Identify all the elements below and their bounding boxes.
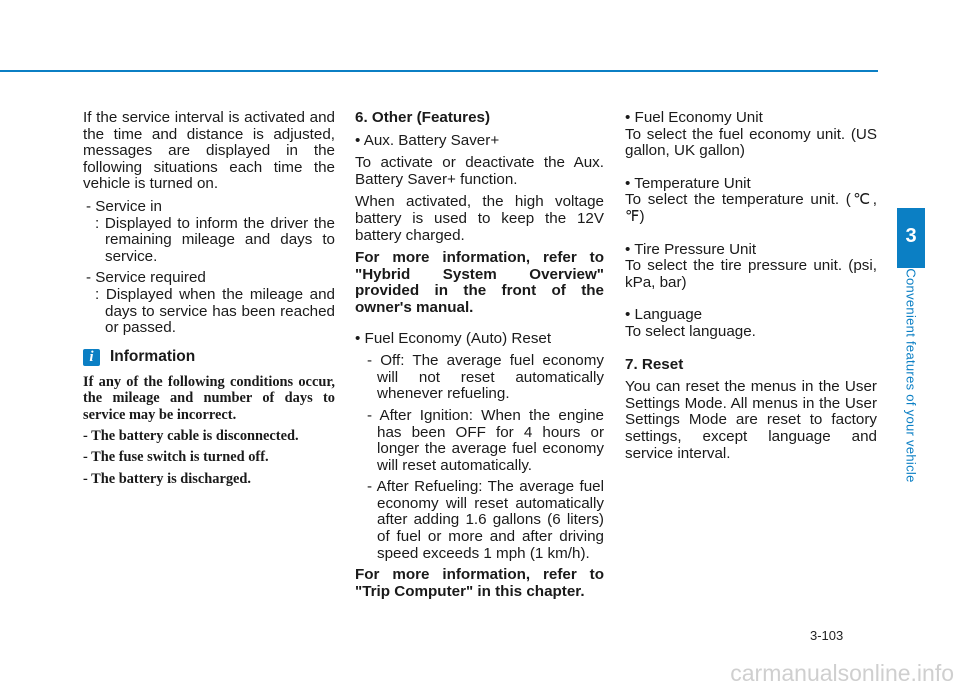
bullet-language: • Language	[625, 306, 703, 324]
information-icon: i	[83, 349, 100, 366]
header-rule	[0, 70, 878, 72]
section-heading-other: 6. Other (Features)	[355, 109, 491, 126]
information-item: - The fuse switch is turned off.	[83, 449, 269, 466]
reset-after-refueling-desc: - After Refueling: The average fuel economy will reset automatically after adding 1.6 gallons (6 liters) of fuel or more and after driving speed exceeds 1 mph (1 km/h).	[367, 478, 604, 562]
column-3	[625, 110, 877, 468]
service-in-desc: : Displayed to inform the driver the remaining mileage and days to service.	[95, 214, 335, 265]
bullet-aux-battery: • Aux. Battery Saver+	[355, 131, 500, 149]
information-title: Information	[110, 347, 196, 365]
service-required-title: - Service required	[86, 269, 206, 287]
reset-after-ignition-desc: - After Ignition: When the engine has been OFF for 4 hours or longer the average fuel economy will reset automatically.	[367, 406, 604, 474]
information-header	[83, 349, 335, 366]
chapter-number: 3	[905, 225, 917, 247]
reference-hybrid: For more information, refer to "Hybrid System Overview" provided in the front of the owner's manual.	[355, 249, 604, 316]
column-1	[83, 110, 335, 492]
bullet-temperature-unit: • Temperature Unit	[625, 174, 751, 192]
bullet-tire-pressure-unit: • Tire Pressure Unit	[625, 240, 757, 258]
reset-desc: You can reset the menus in the User Settings Mode. All menus in the User Settings Mode are reset to factory settings, except language and service interval.	[625, 378, 877, 462]
reference-trip-computer: For more information, refer to "Trip Computer" in this chapter.	[355, 566, 604, 600]
aux-battery-desc: To activate or deactivate the Aux. Battery Saver+ function.	[355, 154, 604, 188]
watermark: carmanualsonline.info	[730, 660, 954, 686]
information-box	[83, 374, 335, 487]
fuel-economy-unit-desc: To select the fuel economy unit. (US gallon, UK gallon)	[625, 125, 877, 160]
intro-paragraph: If the service interval is activated and the time and distance is adjusted, messages are displayed in the following situations each time the vehicle is turned on.	[83, 109, 335, 193]
aux-battery-detail: When activated, the high voltage battery is used to keep the 12V battery charged.	[355, 193, 604, 244]
reset-off-desc: - Off: The average fuel economy will not reset automatically whenever refueling.	[367, 352, 604, 403]
service-in-title: - Service in	[86, 197, 162, 215]
section-heading-reset: 7. Reset	[625, 355, 684, 373]
language-desc: To select language.	[625, 322, 756, 340]
bullet-fuel-economy-unit: • Fuel Economy Unit	[625, 109, 763, 126]
page-number: 3-103	[810, 628, 844, 643]
tire-pressure-unit-desc: To select the tire pressure unit. (psi, kPa, bar)	[625, 257, 877, 291]
temperature-unit-desc: To select the temperature unit. (℃,℉)	[625, 191, 877, 225]
column-2	[355, 110, 604, 606]
information-item: - The battery cable is disconnected.	[83, 427, 299, 444]
information-text: If any of the following conditions occur, the mileage and number of days to service may be incorrect.	[83, 373, 335, 423]
bullet-fuel-economy-reset: • Fuel Economy (Auto) Reset	[355, 329, 552, 347]
chapter-side-label: Convenient features of your vehicle	[903, 268, 919, 483]
information-item: - The battery is discharged.	[83, 470, 252, 487]
service-required-desc: : Displayed when the mileage and days to service has been reached or passed.	[95, 285, 335, 337]
